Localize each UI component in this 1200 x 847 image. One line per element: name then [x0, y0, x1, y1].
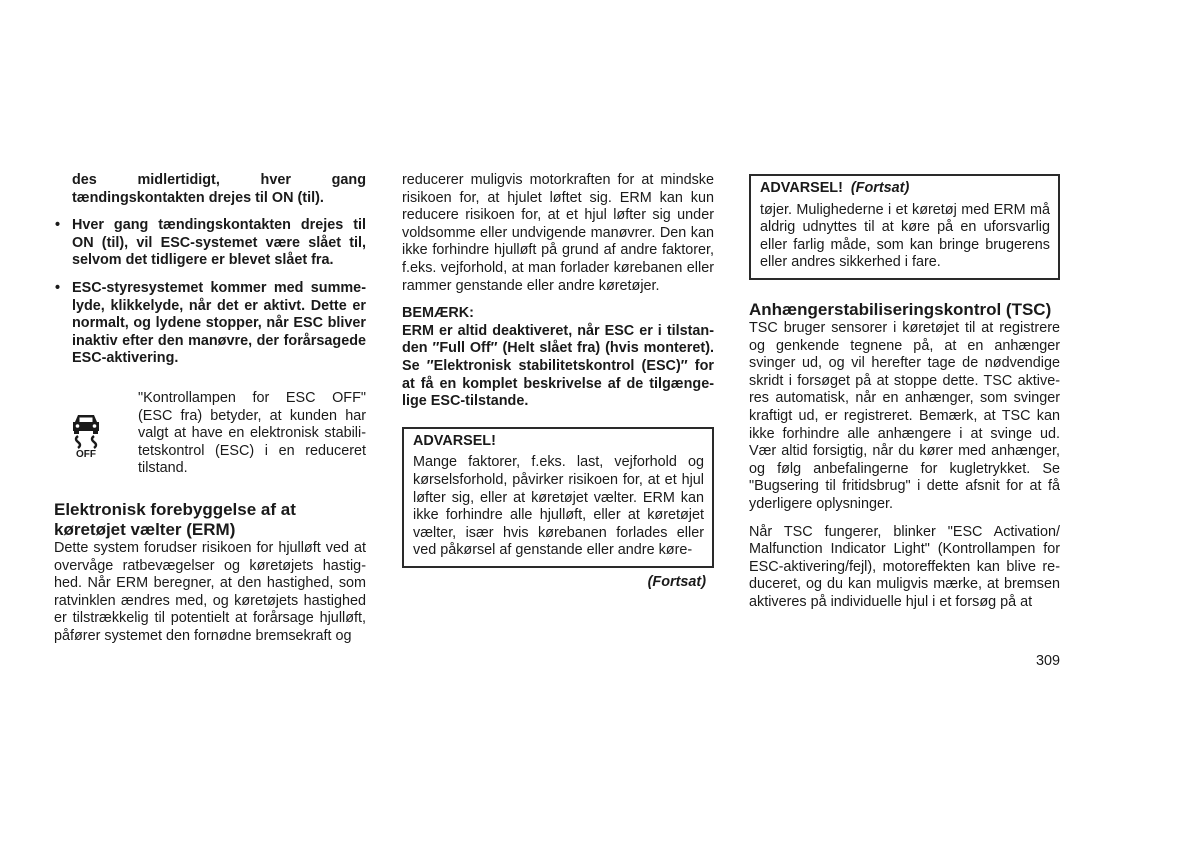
tsc-heading: Anhængerstabiliseringskontrol (TSC)	[749, 299, 1052, 319]
tsc-paragraph-2: Når TSC fungerer, blinker "ESC Activation/ Malfunction Indicator Light" (Kontrollampen for ESC-aktivering/fejl), motoreffekten kan blive reduceret, og du kan muligvis mærke, at bremsen aktiveres på individuelle hjul i et forsøg på at	[749, 523, 1060, 610]
column-middle	[402, 172, 714, 591]
indicator-lamp-block	[54, 390, 366, 478]
indicator-lamp-description: "Kontrollampen for ESC OFF" (ESC fra) betyder, at kunden har valgt at have en elektronisk stabilitetskontrol (ESC) i en reduceret tilstand.	[138, 389, 366, 477]
warning-text: Mange faktorer, f.eks. last, vejforhold og kørselsforhold, påvirker risikoen for, at et hjul løfter sig, eller at køretøjet vælter. ERM kan ikke forhindre alle hjulløft, eller at køretøjet vælter, især hvis kørebanen forlades eller ved påkørsel af genstande eller andre køre-	[413, 454, 704, 559]
warning-title-text: ADVARSEL!	[760, 180, 843, 196]
note-title: BEMÆRK:	[402, 305, 474, 322]
bullet-list	[54, 217, 366, 368]
erm-heading: Elektronisk forebyggelse af at køretøjet vælter (ERM)	[54, 499, 296, 539]
column-right	[749, 174, 1060, 611]
continued-paragraph: des midlertidigt, hver gang tændingskontakten drejes til ON (til).	[72, 172, 366, 206]
warning-box-continued	[749, 174, 1060, 280]
bullet-text: ESC-styresystemet kommer med summelyde, klikkelyde, når det er aktivt. Dette er normalt, og lydene stopper, når ESC bliver inaktiv efter den manøvre, der forårsagede ESC-aktivering.	[72, 279, 366, 367]
warning-box	[402, 427, 714, 568]
warning-continued-label: (Fortsat)	[850, 180, 910, 196]
warning-text: tøjer. Mulighederne i et køretøj med ERM må aldrig udnyttes til at køre på en uforsvarlig eller farlig måde, som kan bringe brugerens eller andres sikkerhed i fare.	[760, 201, 1050, 271]
column-left	[54, 172, 366, 645]
bullet-icon: •	[55, 217, 61, 234]
page-number: 309	[1035, 653, 1060, 669]
bullet-text: Hver gang tændingskontakten drejes til ON (til), vil ESC-systemet være slået til, selvom det tidligere er blevet slået fra.	[72, 217, 366, 269]
erm-paragraph: Dette system forudser risikoen for hjulløft ved at overvåge ratbevægelser og køretøjets hastighed. Når ERM beregner, at den hastighed, som ratvinklen ændres med, og køretøjets hastighed er tilstrækkelig til potentielt at forårsage hjulløft, påfører systemet den fornødne bremsekraft og	[54, 539, 366, 644]
list-item	[54, 280, 366, 368]
list-item	[54, 217, 366, 270]
warning-title: ADVARSEL!	[413, 432, 496, 449]
continued-paragraph: reducerer muligvis motorkraften for at mindske risikoen for, at hjulet løftet sig. ERM kan kun reducere risikoen for, at et hjul løfter sig under voldsomme eller undvigende manøvrer. Den kan ikke forhindre hjulløft på grund af andre faktorer, f.eks. vejforhold, at man forlader kørebanen eller rammer genstande eller andre køretøjer.	[402, 172, 714, 294]
esc-off-indicator-icon	[54, 410, 118, 458]
note-text: ERM er altid deaktiveret, når ESC er i tilstanden ″Full Off″ (Helt slået fra) (hvis monteret). Se ″Elektronisk stabilitetskontrol (ESC)″ for at få en komplet beskrivelse af de tilgængelige ESC-tilstande.	[402, 322, 714, 410]
continued-label: (Fortsat)	[647, 573, 706, 590]
tsc-paragraph-1: TSC bruger sensorer i køretøjet til at registrere og genkende tegnene på, at en anhænger svinger ud, og vil herefter tage de nødvendige skridt i forsøget på at stoppe dette. TSC aktiveres automatisk, når en anhænger, som svinger kraftigt ud, er registreret. Bemærk, at TSC kan ikke forhindre alle anhængere i at svinge ud. Vær altid forsigtig, når du kører med anhænger, og følg anbefalingerne for kugletrykket. Se "Bugsering til fritidsbrug" i dette afsnit for at få yderligere oplysninger.	[749, 319, 1060, 512]
bullet-icon: •	[55, 279, 61, 296]
off-label: OFF	[76, 448, 96, 458]
warning-title	[760, 180, 1050, 198]
car-skid-icon	[66, 410, 106, 458]
